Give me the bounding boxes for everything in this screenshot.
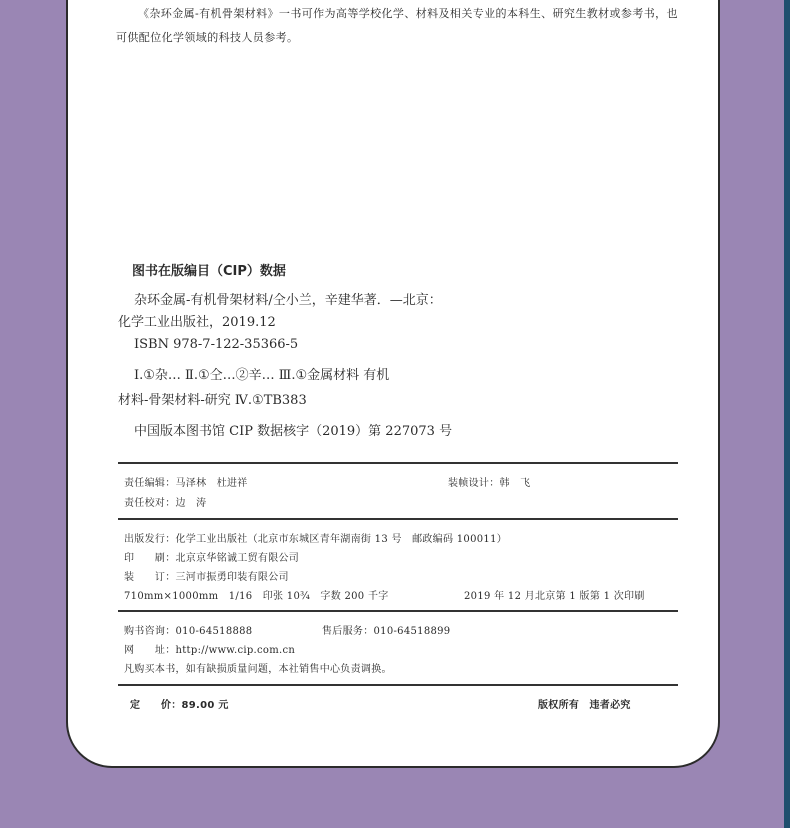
cip-classification <box>118 363 389 413</box>
price-line <box>130 696 229 711</box>
purchase-label: 购书咨询： <box>124 626 176 637</box>
website-value: http://www.cip.com.cn <box>175 645 296 656</box>
responsible-editor <box>124 474 248 489</box>
publisher-line <box>124 530 507 545</box>
intro-paragraph: 《杂环金属-有机骨架材料》一书可作为高等学校化学、材料及相关专业的本科生、研究生教材或参考书，也可供配位化学领域的科技人员参考。 <box>116 7 678 44</box>
aftersale-label: 售后服务： <box>322 626 374 637</box>
responsible-editor-value: 马泽林 杜进祥 <box>175 478 248 489</box>
proofreader-label: 责任校对： <box>124 498 176 509</box>
cip-class-line: Ⅰ.①杂… Ⅱ.①仝…②辛… Ⅲ.①金属材料 有机 <box>134 368 390 383</box>
publisher-value: 化学工业出版社（北京市东城区青年湖南街 13 号 邮政编码 100011） <box>175 534 508 545</box>
cip-isbn: ISBN 978-7-122-35366-5 <box>134 337 299 352</box>
publisher-label: 出版发行： <box>124 534 176 545</box>
cip-title: 图书在版编目（CIP）数据 <box>132 264 286 279</box>
binder-label: 装 订： <box>124 572 176 583</box>
cover-designer-value: 韩 飞 <box>499 478 531 489</box>
price-value: 89.00 元 <box>181 700 229 711</box>
price-label: 定 价： <box>130 700 182 711</box>
website-line <box>124 641 295 656</box>
cover-designer-label: 装帧设计： <box>448 478 500 489</box>
printer-value: 北京京华铭诚工贸有限公司 <box>175 553 300 564</box>
copyright-page <box>66 0 720 768</box>
cover-designer <box>448 474 530 489</box>
aftersale-value: 010-64518899 <box>373 626 451 637</box>
divider <box>118 610 678 612</box>
cip-class-line: 材料-骨架材料-研究 Ⅳ.①TB383 <box>118 393 307 408</box>
responsible-editor-label: 责任编辑： <box>124 478 176 489</box>
book-specs: 710mm×1000mm 1/16 印张 10¾ 字数 200 千字 <box>124 591 389 602</box>
divider <box>118 462 678 464</box>
aftersale-hotline <box>322 622 450 637</box>
printer-line <box>124 549 299 564</box>
binder-value: 三河市振勇印装有限公司 <box>175 572 289 583</box>
edition-info: 2019 年 12 月北京第 1 版第 1 次印刷 <box>464 591 645 602</box>
printer-label: 印 刷： <box>124 553 176 564</box>
divider <box>118 518 678 520</box>
cip-record <box>118 290 442 356</box>
cip-line-publisher: 化学工业出版社，2019.12 <box>118 315 276 330</box>
cip-line-title-author: 杂环金属-有机骨架材料/仝小兰，辛建华著．—北京： <box>134 293 442 308</box>
purchase-hotline <box>124 622 252 637</box>
binder-line <box>124 568 289 583</box>
proofreader-value: 边 涛 <box>175 498 207 509</box>
proofreader <box>124 494 206 509</box>
purchase-value: 010-64518888 <box>175 626 253 637</box>
background-edge-strip <box>784 0 790 828</box>
divider <box>118 684 678 686</box>
cip-record-number: 中国版本图书馆 CIP 数据核字（2019）第 227073 号 <box>134 424 453 439</box>
copyright-notice: 版权所有 违者必究 <box>538 700 631 711</box>
quality-note: 凡购买本书，如有缺损质量问题，本社销售中心负责调换。 <box>124 664 392 675</box>
website-label: 网 址： <box>124 645 176 656</box>
